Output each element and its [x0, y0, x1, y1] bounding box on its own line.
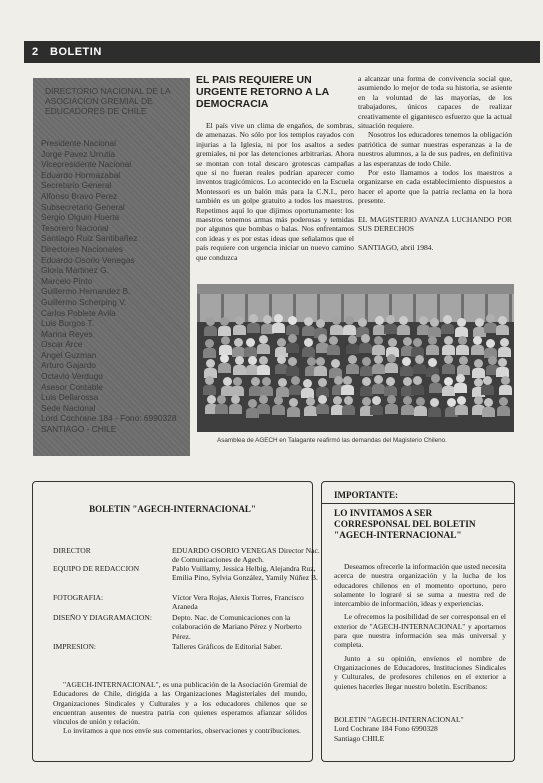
article-paragraph: Por esto llamamos a todos los maestros a organizarse en cada establecimiento dispuestos a hacer el aporte que la patria reclama en la hora presente. [358, 168, 512, 206]
directory-item: Presidente Nacional [41, 138, 116, 148]
notice-divider [322, 503, 514, 504]
national-directory-panel [33, 78, 190, 456]
directory-item: Guillermo Hernandez B. [41, 286, 131, 297]
article-column-1 [196, 121, 354, 262]
directory-item: SANTIAGO - CHILE [41, 424, 117, 435]
credit-role: FOTOGRAFIA: [53, 593, 104, 602]
directory-item: Marcelo Pinto [41, 275, 93, 286]
publication-title: BOLETIN [50, 46, 102, 58]
directory-item: Eduardo Hormazabal [41, 169, 121, 180]
masthead-title: BOLETIN "AGECH-INTERNACIONAL" [89, 504, 256, 514]
directory-item: Gloria Martinez G. [41, 265, 109, 276]
directory-item: Subsecretario General [41, 201, 125, 212]
directory-item: Oscar Arce [41, 339, 83, 350]
credit-role: EQUIPO DE REDACCION [53, 564, 140, 573]
masthead-about [53, 680, 307, 736]
correspondent-notice-box [321, 481, 515, 762]
directory-item: Santiago Ruiz Santibañez [41, 233, 138, 244]
group-photo [197, 284, 514, 432]
directory-item: Jorge Pavez Urrutia [41, 148, 116, 159]
directory-item: Asesor Contable [41, 381, 103, 392]
notice-address [334, 715, 509, 743]
directory-item: Luis Burgos T. [41, 318, 94, 329]
directory-item: Eduardo Osorio Venegas [41, 254, 135, 265]
photo-caption: Asamblea de AGECH en Talagante reafirmó las demandas del Magisterio Chileno. [217, 437, 447, 444]
article-date: SANTIAGO, abril 1984. [358, 242, 434, 252]
notice-title: LO INVITAMOS A SER CORRESPONSAL DEL BOLETIN "AGECH-INTERNACIONAL" [334, 509, 476, 541]
directory-item: Marina Reyes [41, 328, 93, 339]
directory-item: Lord Cochrane 184 - Fono: 6990328 [41, 413, 177, 424]
article-headline: EL PAIS REQUIERE UN URGENTE RETORNO A LA DEMOCRACIA [196, 74, 329, 110]
article-column-2 [358, 74, 512, 252]
directory-item: Guillermo Scherping V. [41, 296, 127, 307]
credit-role: IMPRESION: [53, 642, 97, 651]
notice-paragraph: Deseamos ofrecerle la información que usted necesita acerca de nuestra organización y la lucha de los educadores chilenos en el momento oportuno, pero solamente lo lograré si se suma a nuestra red de intercambio de información, ideas y experiencias. [334, 562, 506, 609]
credit-role: DISEÑO Y DIAGRAMACION: [53, 613, 152, 622]
page-number: 2 [32, 46, 39, 58]
directory-title: DIRECTORIO NACIONAL DE LA ASOCIACION GREMIAL DE EDUCADORES DE CHILE [45, 86, 171, 116]
masthead-box [32, 481, 320, 762]
article-closing: EL MAGISTERIO AVANZA LUCHANDO POR SUS DERECHOS [358, 214, 512, 234]
notice-body [334, 562, 506, 695]
credit-value: Talleres Gráficos de Editorial Saber. [172, 642, 283, 651]
directory-item: Alfonso Bravo Perez [41, 190, 118, 201]
credit-value: Víctor Vera Rojas, Alexis Torres, Francisco Araneda [172, 593, 304, 612]
article-paragraph: a alcanzar una forma de convivencia social que, asumiendo lo mejor de toda su historia, se asiente en la voluntad de las mayorías, de los trabajadores, únicos capaces de realizar creativamente el gigantesco esfuerzo que la actual situación requiere. [358, 74, 512, 131]
directory-item: Secretario General [41, 180, 112, 191]
notice-paragraph: Junto a su opinión, envíenos el nombre de Organizaciones de Educadores, Instituciones Sindicales y Culturales, de profesores chilenos en el exterior a quienes hacerles llegar nuestro boletín. Escríbanos: [334, 653, 506, 691]
credit-value: Depto. Nac. de Comunicaciones con la colaboración de Mariano Pérez y Norberto Pérez. [172, 613, 302, 641]
directory-item: Sede Nacional [41, 402, 96, 413]
article-paragraph: El país vive un clima de engaños, de sombras, de amenazas. No sólo por los templos rayados con injurias a la Iglesia, ni por los asaltos a sedes gremiales, ni por las detenciones arbitrarias. Ahora se montan con total descaro grotescas campañas que si no fueran reales podrían aparecer como inventos tragicómicos. Lo acontecido en la Escuela Montessori es un balón más para la C.N.I., pero también es un golpe gratuito a todos los maestros. Repetimos aquí lo que dijimos oportunamente: los maestros tenemos armas más poderosas y temidas por algunos que bombas o balas. Nos enfrentamos con ideas y es por estas ideas que señalamos que el país requiere con urgencia iniciar un nuevo camino que conduzca [196, 121, 354, 262]
credit-value: EDUARDO OSORIO VENEGAS Director Nac. de Comunicaciones de Agech. [172, 546, 320, 565]
directory-item: Directores Nacionales [41, 243, 123, 254]
article-paragraph: Nosotros los educadores tenemos la obligación patriótica de sumar nuestras esperanzas a la de nuestros alumnos, a la de sus padres, en definitiva a las esperanzas de todo Chile. [358, 130, 512, 168]
page-header-bar [24, 41, 540, 63]
directory-item: Carlos Poblete Avila [41, 307, 116, 318]
address-name: BOLETIN "AGECH-INTERNACIONAL" [334, 715, 464, 724]
directory-item: Luis Dellarossa [41, 392, 99, 403]
about-paragraph: Lo invitamos a que nos envíe sus comentarios, observaciones y contribuciones. [63, 726, 301, 736]
credit-value: Pablo Vuillamy, Jessica Helbig, Alejandra Ruz, Emilia Pino, Sylvia González, Yamily Núñez B. [172, 564, 318, 583]
notice-label: IMPORTANTE: [334, 490, 399, 500]
credit-role: DIRECTOR [53, 546, 91, 555]
notice-paragraph: Le ofrecemos la posibilidad de ser corresponsal en el exterior de "AGECH-INTERNACIONAL" y aportarnos para que nuestra información sea más universal y completa. [334, 612, 506, 650]
directory-item: Vicepresidente Nacional [41, 159, 132, 170]
directory-item: Octavio Verdugo [41, 371, 103, 382]
about-paragraph: "AGECH-INTERNACIONAL", es una publicación de la Asociación Gremial de Educadores de Chile, dirigida a las Organizaciones Magisteriales del mundo, Organizaciones Sindicales y Culturales y a los educadores chilenos que se encuentran ausentes de nuestra patria con quienes esperamos afianzar sólidos vínculos de unión y relación. [53, 680, 307, 727]
directory-item: Tesorero Nacional [41, 222, 109, 233]
directory-item: Arturo Gajardo [41, 360, 96, 371]
directory-list [41, 138, 187, 435]
directory-item: Sergio Olguin Huerta [41, 212, 120, 223]
address-street: Lord Cochrane 184 Fono 6990328 [334, 724, 438, 734]
address-city: Santiago CHILE [334, 733, 385, 743]
directory-item: Angel Guzman [41, 349, 97, 360]
